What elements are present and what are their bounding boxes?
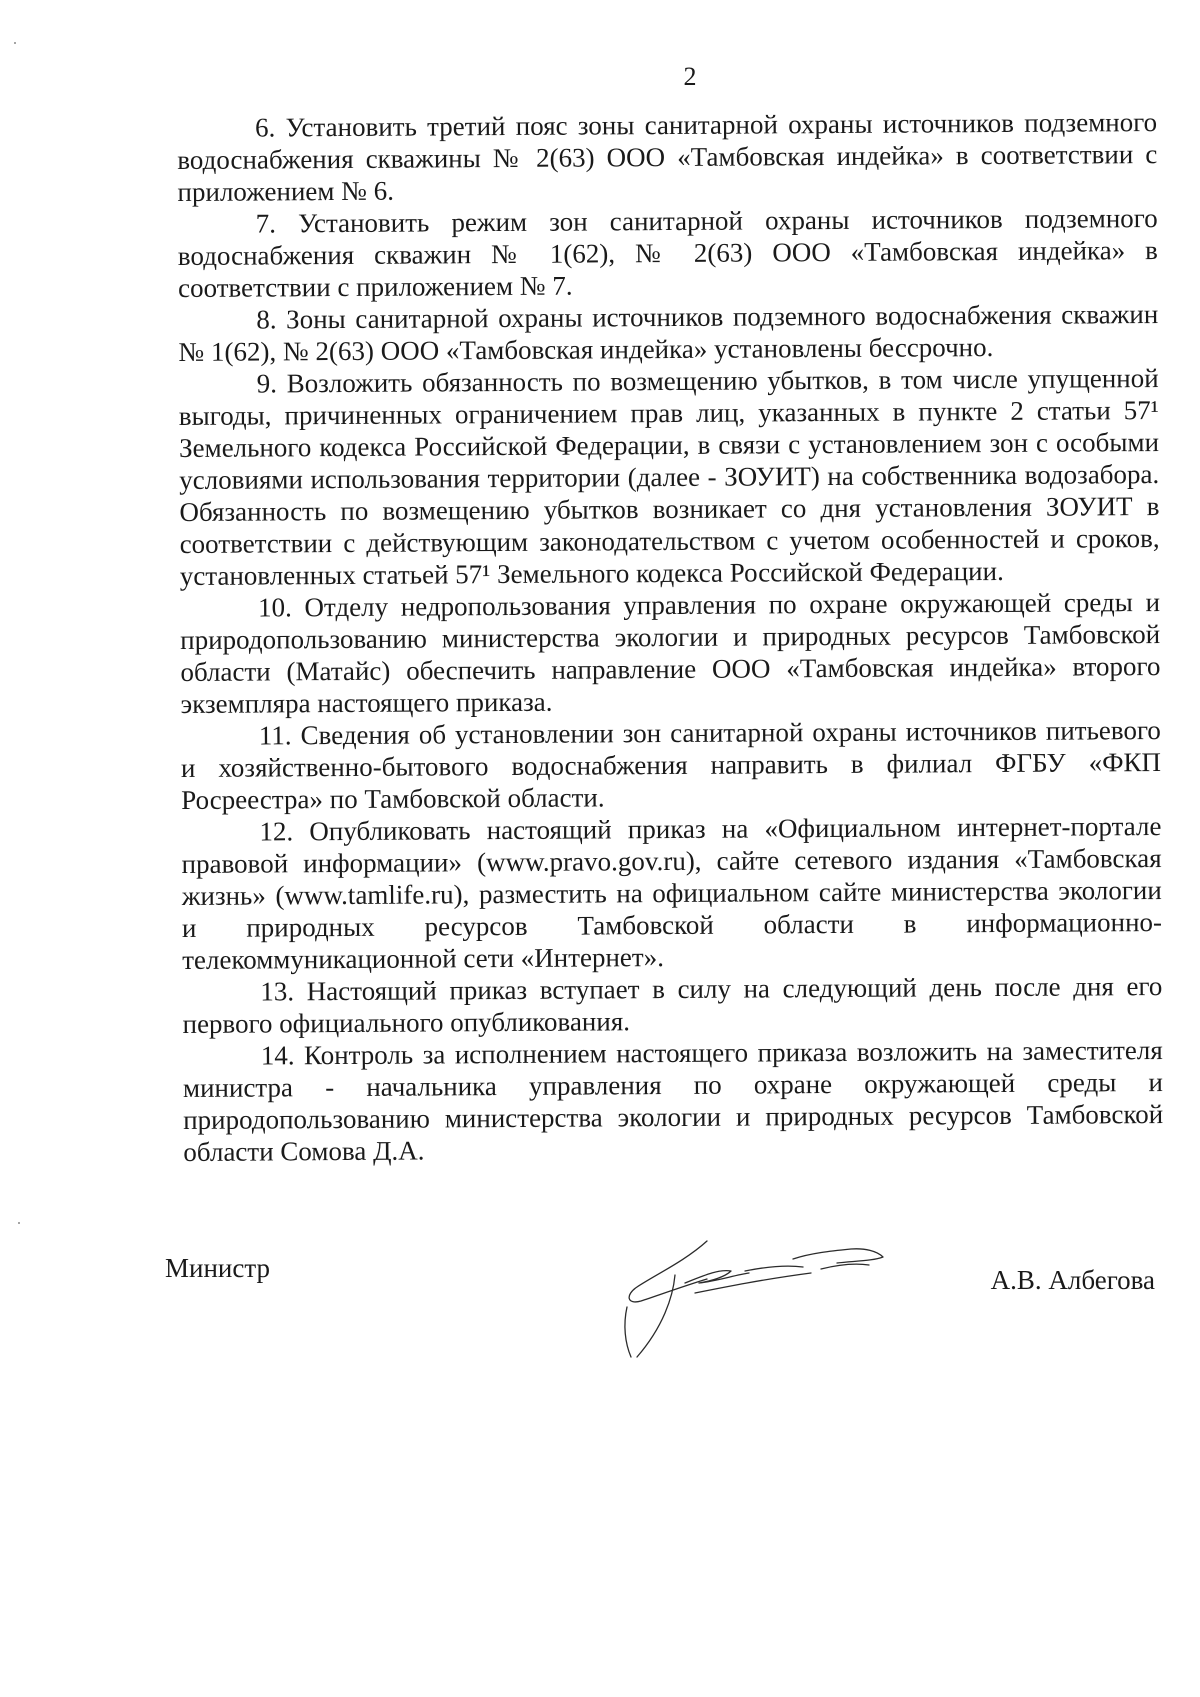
signature-block (165, 1253, 1155, 1373)
paragraph-8: 8. Зоны санитарной охраны источников подземного водоснабжения скважин № 1(62), № 2(63) ООО «Тамбовская индейка» установлены бессрочно. (178, 299, 1159, 367)
paragraph-12: 12. Опубликовать настоящий приказ на «Официальном интернет-портале правовой информации» (www.pravo.gov.ru), сайте сетевого издания «Тамбовская жизнь» (www.tamlife.ru), разместить на официальном сайте министерства экологии и природных ресурсов Тамбовской области в информационно-телекоммуникационной сети «Интернет». (181, 811, 1163, 975)
signer-name: А.В. Албегова (990, 1265, 1155, 1295)
handwritten-signature (615, 1235, 905, 1365)
page-number: 2 (683, 62, 697, 91)
order-body (177, 106, 1163, 1168)
paragraph-7: 7. Установить режим зон санитарной охраны источников подземного водоснабжения скважин № 1(62), № 2(63) ООО «Тамбовская индейка» в соответствии с приложением № 7. (177, 203, 1158, 303)
paragraph-11: 11. Сведения об установлении зон санитарной охраны источников питьевого и хозяйственно-бытового водоснабжения направить в филиал ФГБУ «ФКП Росреестра» по Тамбовской области. (180, 715, 1162, 815)
scan-speck (14, 42, 16, 44)
paragraph-14: 14. Контроль за исполнением настоящего приказа возложить на заместителя министра - начальника управления по охране окружающей среды и природопользованию министерства экологии и природных ресурсов Тамбовской области Сомова Д.А. (182, 1034, 1164, 1167)
paragraph-6: 6. Установить третий пояс зоны санитарной охраны источников подземного водоснабжения скважины № 2(63) ООО «Тамбовская индейка» в соответствии с приложением № 6. (177, 107, 1158, 207)
scan-speck (18, 1222, 20, 1224)
paragraph-13: 13. Настоящий приказ вступает в силу на следующий день после дня его первого официального опубликования. (182, 970, 1163, 1039)
paragraph-9: 9. Возложить обязанность по возмещению убытков, в том числе упущенной выгоды, причиненных ограничением прав лиц, указанных в пункте 2 статьи 57¹ Земельного кодекса Российской Федерации, в связи с установлением зон с особыми условиями использования территории (далее - ЗОУИТ) на собственника водозабора. Обязанность по возмещению убытков возникает со дня установления ЗОУИТ в соответствии с действующим законодательством с учетом особенностей и сроков, установленных статьей 57¹ Земельного кодекса Российской Федерации. (178, 363, 1160, 591)
signer-position: Министр (165, 1253, 270, 1283)
paragraph-10: 10. Отделу недропользования управления по охране окружающей среды и природопользованию министерства экологии и природных ресурсов Тамбовской области (Матайс) обеспечить направление ООО «Тамбовская индейка» второго экземпляра настоящего приказа. (180, 587, 1161, 719)
